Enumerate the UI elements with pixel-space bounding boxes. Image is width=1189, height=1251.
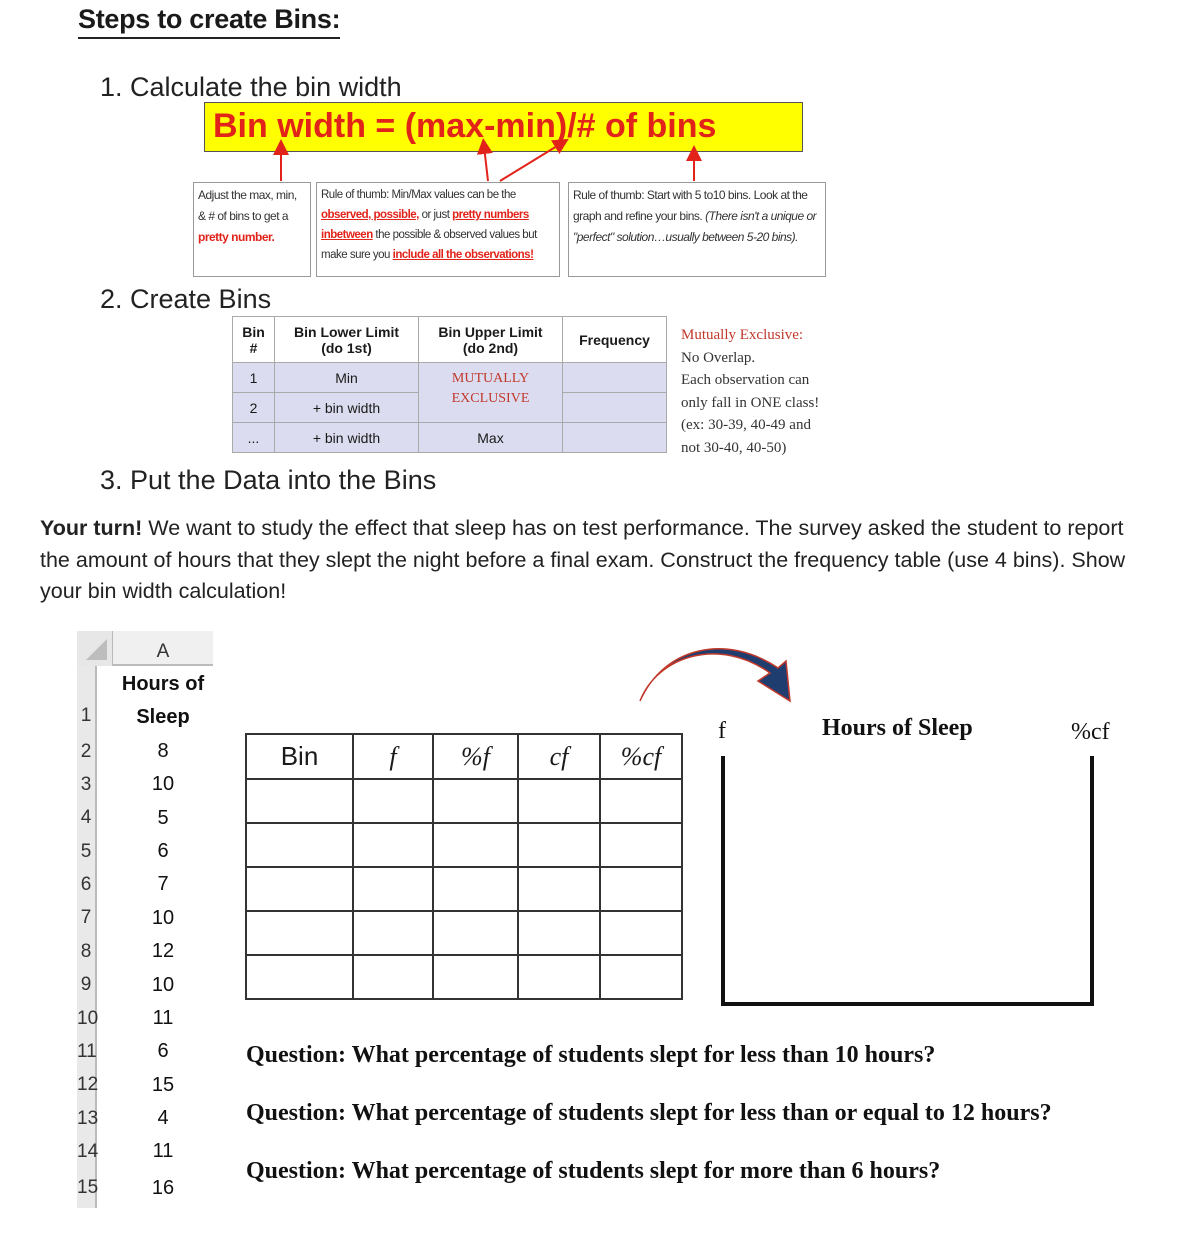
note-adjust-highlight: pretty number. xyxy=(198,230,275,244)
freq-cell[interactable] xyxy=(518,911,600,955)
your-turn-text: We want to study the effect that sleep has on test performance. The survey asked the student to report the amount of hours that they slept the night before a final exam. Construct the frequency table (use 4 bins). Show your bin width calculation! xyxy=(40,516,1126,603)
column-title-hours-of-sleep[interactable] xyxy=(113,666,213,735)
freq-cell[interactable] xyxy=(433,867,518,911)
freq-cell[interactable] xyxy=(433,779,518,823)
freq-cell[interactable] xyxy=(600,779,682,823)
bins-cell: 2 xyxy=(233,393,275,423)
sleep-value-cell[interactable]: 10 xyxy=(151,907,175,929)
bins-cell: 1 xyxy=(233,363,275,393)
freq-cell[interactable] xyxy=(518,823,600,867)
row-number[interactable]: 14 xyxy=(77,1135,97,1168)
row-number[interactable]: 8 xyxy=(77,935,97,968)
freq-cell[interactable] xyxy=(518,867,600,911)
freq-cell[interactable] xyxy=(246,955,353,999)
row-number[interactable]: 5 xyxy=(77,835,97,868)
row-number[interactable]: 10 xyxy=(77,1002,97,1035)
freq-cell[interactable] xyxy=(600,911,682,955)
bins-template-table xyxy=(232,316,667,453)
row-number[interactable]: 13 xyxy=(77,1102,97,1135)
table-row xyxy=(246,867,682,911)
table-row xyxy=(246,823,682,867)
curved-arrow-icon xyxy=(630,635,800,715)
note-minmax-text-3: the possible & observed values but make sure you xyxy=(321,229,537,261)
freq-cell[interactable] xyxy=(353,867,433,911)
column-header-a[interactable]: A xyxy=(113,631,213,666)
freq-cell[interactable] xyxy=(353,955,433,999)
empty-graph-frame xyxy=(718,752,1098,1012)
bin-width-formula: Bin width = (max-min)/# of bins xyxy=(204,102,803,152)
freq-cell[interactable] xyxy=(246,779,353,823)
page-title: Steps to create Bins: xyxy=(78,4,340,39)
bins-cell: Max xyxy=(419,423,563,453)
table-row xyxy=(246,955,682,999)
mutual-line: Each observation can xyxy=(681,372,810,388)
freq-cell[interactable] xyxy=(246,867,353,911)
question-3: Question: What percentage of students slept for more than 6 hours? xyxy=(246,1158,941,1184)
freq-cell[interactable] xyxy=(246,823,353,867)
question-1: Question: What percentage of students slept for less than 10 hours? xyxy=(246,1042,936,1068)
note-adjust-text: Adjust the max, min, & # of bins to get a xyxy=(198,188,297,223)
row-number[interactable]: 2 xyxy=(77,735,97,768)
bins-header-frequency: Frequency xyxy=(563,317,667,363)
freq-cell[interactable] xyxy=(353,911,433,955)
mutual-heading: Mutually Exclusive: xyxy=(681,327,804,343)
sleep-value-cell[interactable]: 11 xyxy=(152,1140,174,1162)
freq-cell[interactable] xyxy=(600,955,682,999)
row-number[interactable]: 11 xyxy=(77,1035,97,1068)
bins-header-upper: Bin Upper Limit (do 2nd) xyxy=(419,317,563,363)
freq-cell[interactable] xyxy=(433,911,518,955)
sleep-value-cell[interactable]: 12 xyxy=(151,940,175,962)
bins-cell: ... xyxy=(233,423,275,453)
freq-cell[interactable] xyxy=(600,867,682,911)
sleep-value-cell[interactable]: 10 xyxy=(151,974,175,996)
sleep-value-cell[interactable]: 5 xyxy=(157,807,169,829)
arrow-to-minmax xyxy=(484,146,488,181)
bins-cell-mutually-exclusive: MUTUALLY EXCLUSIVE xyxy=(419,363,563,423)
bins-cell: + bin width xyxy=(275,393,419,423)
freq-header-bin: Bin xyxy=(246,734,353,779)
question-2: Question: What percentage of students slept for less than or equal to 12 hours? xyxy=(246,1100,1052,1126)
note-minmax xyxy=(316,182,560,277)
freq-cell[interactable] xyxy=(433,823,518,867)
step-1-heading: 1. Calculate the bin width xyxy=(100,72,402,102)
row-number[interactable]: 15 xyxy=(77,1168,97,1208)
column-title-line: Hours of xyxy=(121,673,205,695)
row-number[interactable]: 9 xyxy=(77,968,97,1002)
bins-cell: Min xyxy=(275,363,419,393)
sleep-value-cell[interactable]: 8 xyxy=(157,740,169,762)
sleep-value-cell[interactable]: 6 xyxy=(157,1040,169,1062)
note-rule-bins-text: Rule of thumb: Start with 5 to10 bins. Look at the graph and refine your bins. xyxy=(573,188,808,223)
sleep-value-cell[interactable]: 10 xyxy=(151,773,175,795)
freq-cell[interactable] xyxy=(518,779,600,823)
freq-header-cf: cf xyxy=(518,734,600,779)
row-number[interactable]: 7 xyxy=(77,901,97,935)
bins-header-lower: Bin Lower Limit (do 1st) xyxy=(275,317,419,363)
sleep-value-cell[interactable]: 15 xyxy=(151,1074,175,1096)
note-minmax-text-2: or just xyxy=(418,209,453,221)
row-number[interactable]: 6 xyxy=(77,868,97,901)
note-rule-bins xyxy=(568,182,826,277)
sleep-value-cell[interactable]: 7 xyxy=(157,873,169,895)
row-number[interactable]: 3 xyxy=(77,768,97,801)
mutually-exclusive-note xyxy=(681,324,819,459)
your-turn-paragraph xyxy=(40,513,1150,608)
freq-cell[interactable] xyxy=(518,955,600,999)
sleep-value-cell[interactable]: 6 xyxy=(157,840,169,862)
freq-header-f: f xyxy=(353,734,433,779)
graph-right-axis-label: %cf xyxy=(1071,719,1110,745)
bins-cell xyxy=(563,363,667,393)
sleep-value-cell[interactable]: 4 xyxy=(157,1107,169,1129)
mutual-line: No Overlap. xyxy=(681,349,756,366)
note-rule-bins-italic: (There isn't a unique or "perfect" solution…usually between 5-20 bins). xyxy=(573,209,817,244)
graph-left-axis-label: f xyxy=(718,718,726,744)
freq-cell[interactable] xyxy=(353,779,433,823)
frequency-table xyxy=(245,733,683,1000)
freq-header-pct-f: %f xyxy=(433,734,518,779)
note-adjust xyxy=(193,182,311,277)
table-row xyxy=(246,911,682,955)
table-row xyxy=(246,779,682,823)
freq-cell[interactable] xyxy=(600,823,682,867)
arrow-to-min xyxy=(500,143,562,181)
bins-cell xyxy=(563,423,667,453)
note-minmax-highlight-2: pretty numbers inbetween xyxy=(321,209,529,241)
graph-title: Hours of Sleep xyxy=(822,715,973,741)
sleep-value-cell[interactable]: 16 xyxy=(151,1177,175,1199)
row-number[interactable]: 4 xyxy=(77,801,97,835)
note-minmax-highlight-3: include all the observations! xyxy=(392,249,534,261)
mutual-line: (ex: 30-39, 40-49 and xyxy=(681,417,811,433)
note-minmax-highlight-1: observed, possible, xyxy=(321,209,419,221)
freq-header-pct-cf: %cf xyxy=(600,734,682,779)
row-number[interactable]: 1 xyxy=(77,666,97,735)
freq-cell[interactable] xyxy=(246,911,353,955)
bins-cell: + bin width xyxy=(275,423,419,453)
bins-header-bin: Bin # xyxy=(233,317,275,363)
freq-cell[interactable] xyxy=(353,823,433,867)
step-2-heading: 2. Create Bins xyxy=(100,284,272,314)
sleep-value-cell[interactable]: 11 xyxy=(152,1007,174,1029)
note-minmax-text: Rule of thumb: Min/Max values can be the xyxy=(321,189,516,201)
mutual-line: not 30-40, 40-50) xyxy=(681,439,787,456)
your-turn-lead: Your turn! xyxy=(40,516,143,540)
step-3-heading: 3. Put the Data into the Bins xyxy=(100,465,437,495)
freq-cell[interactable] xyxy=(433,955,518,999)
sheet-corner[interactable] xyxy=(77,631,113,666)
mutual-line: only fall in ONE class! xyxy=(681,394,820,411)
column-title-line: Sleep xyxy=(136,706,190,728)
bins-cell xyxy=(563,393,667,423)
row-number[interactable]: 12 xyxy=(77,1068,97,1102)
